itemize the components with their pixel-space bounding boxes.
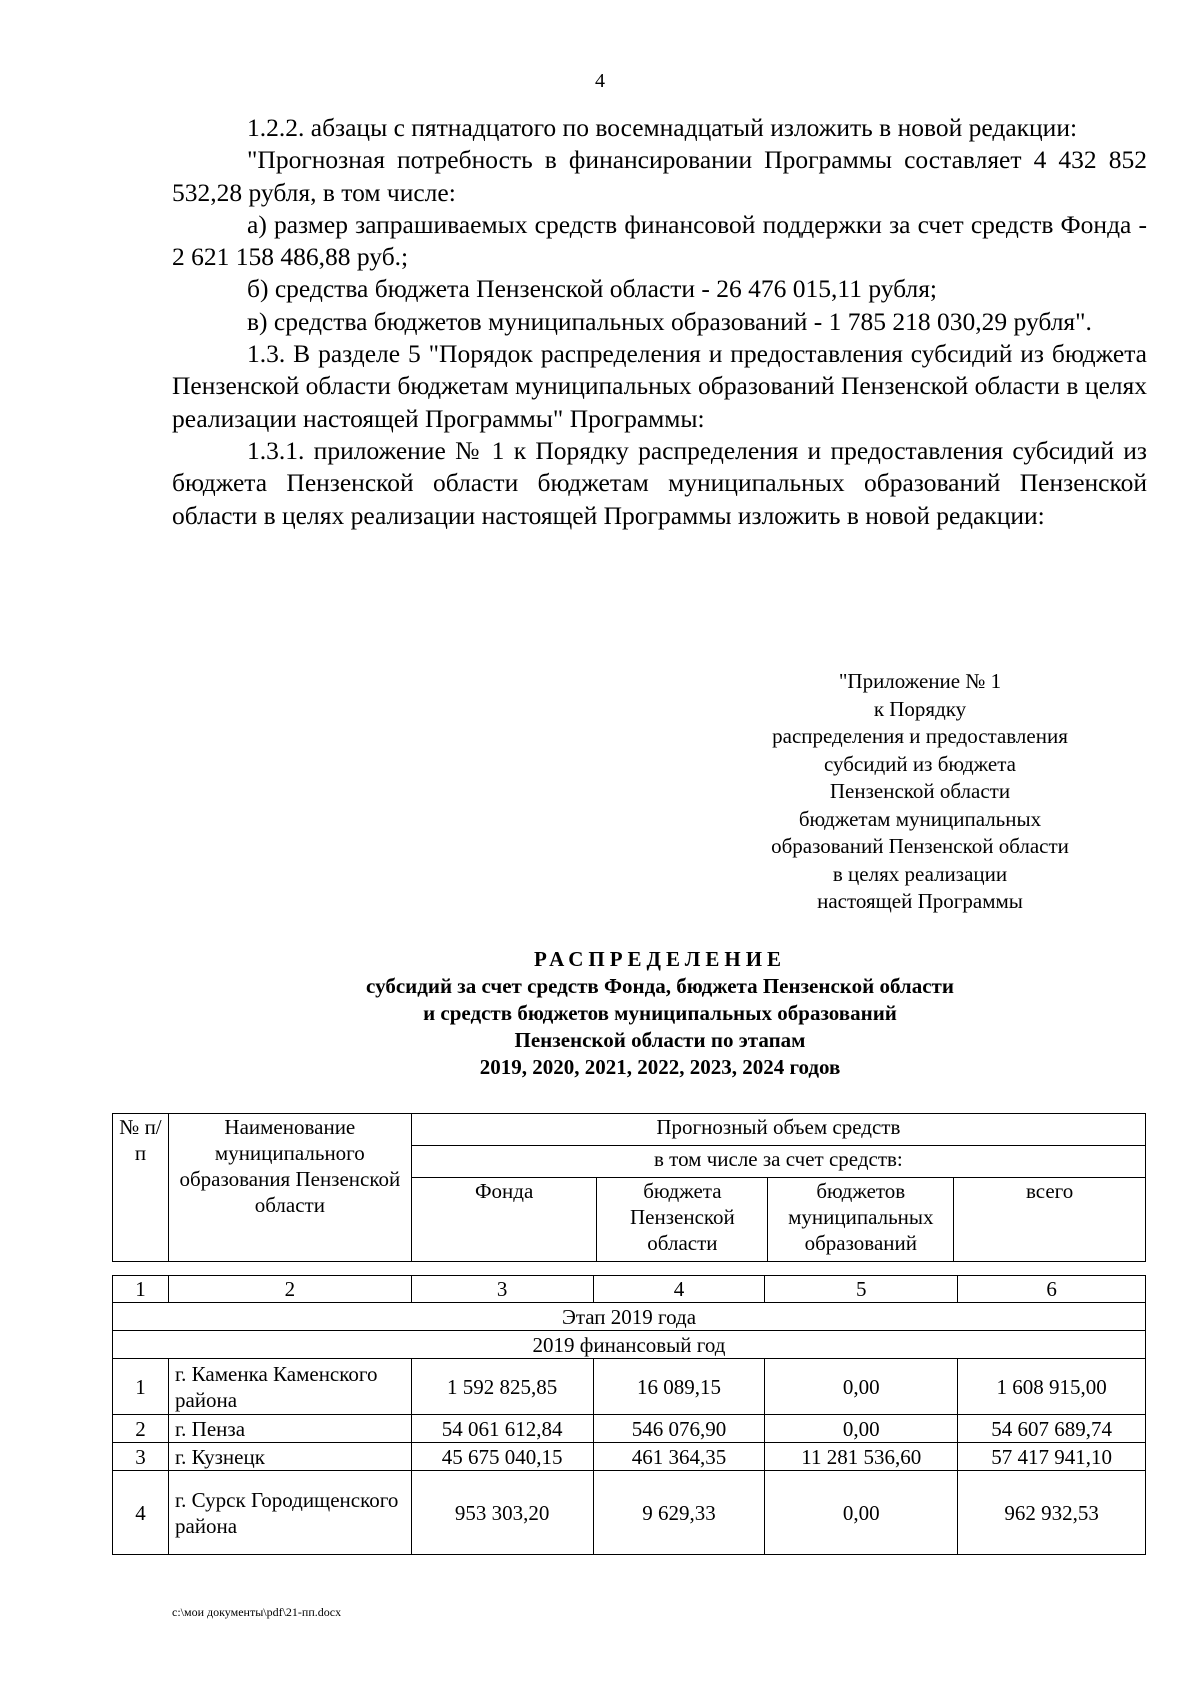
footer-file-path: c:\мои документы\pdf\21-пп.docx: [172, 1605, 342, 1619]
heading-line: субсидий за счет средств Фонда, бюджета Пензенской области: [366, 974, 954, 998]
col-number: 3: [411, 1276, 593, 1303]
row-regional: 16 089,15: [593, 1359, 765, 1415]
table-row: [113, 1415, 1146, 1443]
appendix-line: образований Пензенской области: [771, 834, 1069, 858]
fin-year-row: 2019 финансовый год: [113, 1331, 1146, 1359]
row-name: г. Кузнецк: [168, 1443, 411, 1471]
heading-line: 2019, 2020, 2021, 2022, 2023, 2024 годов: [479, 1055, 841, 1079]
row-total: 1 608 915,00: [958, 1359, 1146, 1415]
appendix-line: бюджетам муниципальных: [798, 806, 1042, 831]
col-number: 6: [958, 1276, 1146, 1303]
row-num: 2: [113, 1415, 169, 1443]
row-municipal: 11 281 536,60: [765, 1443, 958, 1471]
paragraph-regional: б) средства бюджета Пензенской области - 26 476 015,11 рубля;: [247, 274, 938, 304]
heading-title: РАСПРЕДЕЛЕНИЕ: [533, 947, 787, 971]
distribution-heading: [0, 946, 1200, 1081]
col-number: 5: [765, 1276, 958, 1303]
column-number-row: [113, 1276, 1146, 1303]
row-num: 4: [113, 1471, 169, 1555]
row-fund: 45 675 040,15: [411, 1443, 593, 1471]
row-regional: 461 364,35: [593, 1443, 765, 1471]
appendix-line: к Порядку: [873, 696, 967, 721]
appendix-line: настоящей Программы: [817, 889, 1023, 913]
row-fund: 1 592 825,85: [411, 1359, 593, 1415]
appendix-line: субсидий из бюджета: [823, 751, 1016, 776]
header-name: Наименование муниципального образования Пензенской области: [168, 1114, 411, 1262]
header-regional: бюджета Пензенской области: [597, 1178, 768, 1262]
appendix-line: в целях реализации: [832, 861, 1008, 886]
header-num: № п/п: [113, 1114, 169, 1262]
header-municipal: бюджетов муниципальных образований: [768, 1178, 954, 1262]
col-number: 2: [168, 1276, 411, 1303]
appendix-line: распределения и предоставления: [772, 724, 1068, 748]
appendix-line: "Приложение № 1: [838, 669, 1002, 693]
row-municipal: 0,00: [765, 1359, 958, 1415]
heading-line: Пензенской области по этапам: [514, 1028, 806, 1052]
appendix-line: Пензенской области: [829, 779, 1011, 803]
appendix-caption: [735, 668, 1105, 916]
row-regional: 546 076,90: [593, 1415, 765, 1443]
table-row: [113, 1471, 1146, 1555]
table-row: [113, 1443, 1146, 1471]
row-fund: 953 303,20: [411, 1471, 593, 1555]
row-num: 3: [113, 1443, 169, 1471]
row-name: г. Сурск Городищенского района: [168, 1471, 411, 1555]
header-fund: Фонда: [411, 1178, 597, 1262]
col-number: 4: [593, 1276, 765, 1303]
header-including: в том числе за счет средств:: [411, 1146, 1145, 1178]
stage-row: Этап 2019 года: [113, 1303, 1146, 1331]
row-name: г. Каменка Каменского района: [168, 1359, 411, 1415]
paragraph-1-3-1: 1.3.1. приложение № 1 к Порядку распределения и предоставления субсидий из бюджета Пензенской области бюджетам муниципальных образований Пензенской области в целях реализации настоящей Программы изложить в новой редакции:: [172, 435, 1147, 530]
row-total: 57 417 941,10: [958, 1443, 1146, 1471]
paragraph-1-2-2: 1.2.2. абзацы с пятнадцатого по восемнадцатый изложить в новой редакции:: [247, 113, 1078, 142]
header-forecast: Прогнозный объем средств: [411, 1114, 1145, 1146]
row-fund: 54 061 612,84: [411, 1415, 593, 1443]
row-name: г. Пенза: [168, 1415, 411, 1443]
row-num: 1: [113, 1359, 169, 1415]
col-number: 1: [113, 1276, 169, 1303]
row-municipal: 0,00: [765, 1415, 958, 1443]
row-regional: 9 629,33: [593, 1471, 765, 1555]
row-total: 962 932,53: [958, 1471, 1146, 1555]
table-row: [113, 1359, 1146, 1415]
paragraph-municipal: в) средства бюджетов муниципальных образований - 1 785 218 030,29 рубля".: [247, 306, 1092, 336]
heading-line: и средств бюджетов муниципальных образований: [423, 1001, 897, 1025]
row-municipal: 0,00: [765, 1471, 958, 1555]
distribution-table: [112, 1275, 1146, 1555]
table-header: [112, 1113, 1146, 1262]
paragraph-forecast: "Прогнозная потребность в финансировании Программы составляет 4 432 852 532,28 рубля, в том числе:: [172, 145, 1147, 207]
row-total: 54 607 689,74: [958, 1415, 1146, 1443]
header-total: всего: [954, 1178, 1146, 1262]
paragraph-fund: а) размер запрашиваемых средств финансовой поддержки за счет средств Фонда - 2 621 158 486,88 руб.;: [172, 209, 1147, 272]
body-text: [172, 112, 1147, 532]
paragraph-1-3: 1.3. В разделе 5 "Порядок распределения и предоставления субсидий из бюджета Пензенской области бюджетам муниципальных образований Пензенской области в целях реализации настоящей Программы" Программы:: [172, 339, 1147, 433]
page-number: 4: [595, 70, 605, 92]
